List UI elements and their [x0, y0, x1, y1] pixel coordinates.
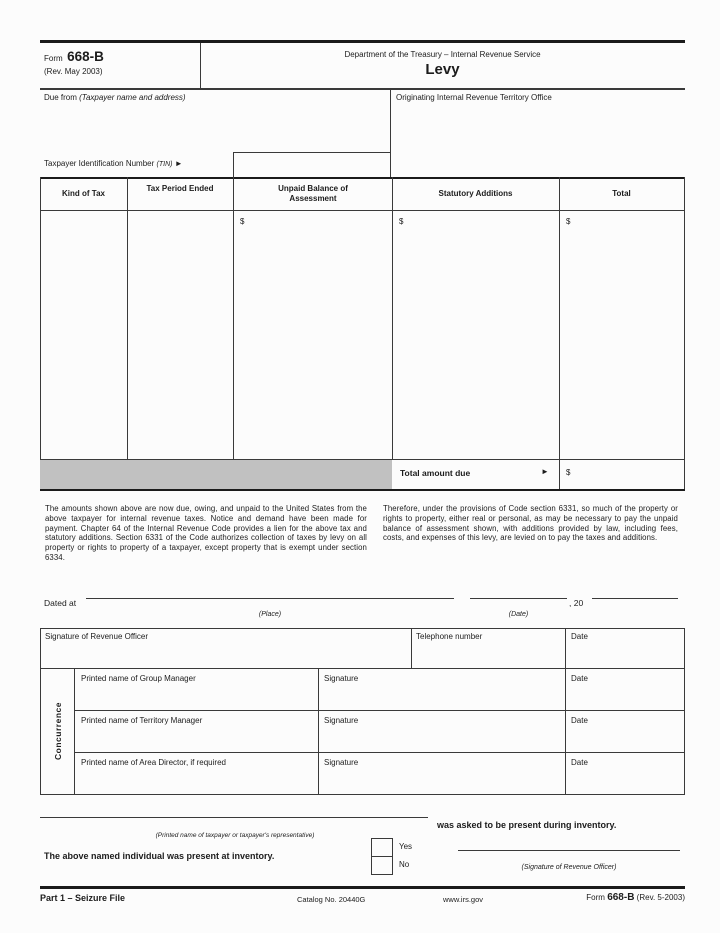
statutory-additions-dollar: $ — [399, 217, 404, 226]
unpaid-balance-dollar: $ — [240, 217, 245, 226]
top-rule — [40, 40, 685, 43]
col-header-kind-of-tax: Kind of Tax — [62, 189, 105, 198]
area-director-signature-label: Signature — [324, 758, 359, 767]
date-hint: (Date) — [508, 611, 529, 618]
table-header-bottom-rule — [40, 210, 685, 211]
table-top-rule — [40, 177, 685, 179]
concurrence-bottom-rule — [40, 794, 685, 795]
col-header-total: Total — [612, 189, 631, 198]
yes-label: Yes — [399, 842, 413, 851]
concurrence-left-border — [40, 668, 41, 795]
no-checkbox — [371, 856, 393, 875]
due-from-entry-area — [44, 106, 384, 148]
catalog-number: Catalog No. 20440G — [297, 895, 366, 904]
concurrence-date-divider — [565, 668, 566, 795]
signature-row-left-border — [40, 628, 41, 668]
concurrence-row-divider-1 — [74, 710, 685, 711]
telephone-divider — [411, 628, 412, 668]
tin-box-top-border — [233, 152, 391, 153]
taxpayer-name-hint: (Printed name of taxpayer or taxpayer's representative) — [155, 832, 315, 839]
total-due-arrow-icon: ► — [541, 467, 549, 476]
present-at-inventory-text: The above named individual was present at inventory. — [44, 851, 275, 861]
date-fill-line — [470, 598, 567, 599]
form-revision: (Rev. May 2003) — [44, 67, 103, 76]
header-divider — [200, 43, 201, 88]
form-word: Form — [44, 54, 63, 63]
irs-website: www.irs.gov — [443, 895, 484, 904]
concurrence-vertical-label: Concurrence — [53, 702, 63, 760]
levy-statute-paragraph-left: The amounts shown above are now due, owing, and unpaid to the United States from the above taxpayer for internal revenue taxes. Notice and demand have been made for payment. Chapter 64 of the Internal Revenue Code provides a lien for the above tax and statutory additions. Section 6331 of the Code authorizes collection of taxes by levy on all property or rights to property of a taxpayer, except property that is exempt under section 6334. — [45, 504, 367, 563]
due-from-label — [44, 93, 186, 102]
form-number-block — [44, 48, 104, 66]
tin-hint: (TIN) — [156, 161, 173, 168]
footer-form-word: Form — [586, 893, 605, 902]
total-due-dollar: $ — [566, 468, 571, 477]
part-label: Part 1 – Seizure File — [40, 893, 126, 903]
col-header-unpaid-balance: Unpaid Balance of Assessment — [278, 184, 348, 203]
table-right-border — [684, 177, 685, 490]
officer-signature-fill-line — [458, 850, 680, 851]
table-col-divider-1 — [127, 177, 128, 460]
territory-manager-name-label: Printed name of Territory Manager — [81, 716, 203, 725]
concurrence-top-rule — [40, 668, 685, 669]
footer-form-reference — [520, 892, 685, 903]
total-row-shaded-cell — [40, 460, 392, 489]
col-header-tax-period: Tax Period Ended — [146, 184, 214, 193]
area-director-name-label: Printed name of Area Director, if required — [81, 758, 226, 767]
due-from-text: Due from — [44, 93, 77, 102]
revenue-officer-signature-label: Signature of Revenue Officer — [45, 632, 149, 641]
telephone-number-label: Telephone number — [416, 632, 483, 641]
territory-manager-signature-label: Signature — [324, 716, 359, 725]
form-number: 668-B — [67, 49, 104, 64]
tin-arrow-icon: ► — [174, 159, 183, 168]
signature-date-label: Date — [571, 632, 588, 641]
table-left-border — [40, 177, 41, 490]
place-fill-line — [86, 598, 454, 599]
tin-label — [44, 159, 183, 169]
concurrence-right-border — [684, 668, 685, 795]
table-col-divider-4 — [559, 177, 560, 490]
place-hint: (Place) — [258, 611, 282, 618]
yes-checkbox — [371, 838, 393, 857]
no-label: No — [399, 860, 410, 869]
col-header-statutory-additions: Statutory Additions — [438, 189, 513, 198]
year-fill-line — [592, 598, 678, 599]
footer-rule — [40, 886, 685, 889]
table-col-divider-2 — [233, 177, 234, 460]
due-from-hint: (Taxpayer name and address) — [79, 93, 186, 102]
tin-entry-area — [238, 156, 386, 174]
year-prefix: , 20 — [569, 598, 584, 608]
concurrence-label-divider — [74, 668, 75, 795]
table-bottom-rule — [40, 489, 685, 491]
originating-office-entry-area — [396, 106, 676, 171]
table-col-divider-3 — [392, 177, 393, 460]
agency-line: Department of the Treasury – Internal Revenue Service — [344, 50, 541, 59]
taxpayer-name-fill-line — [40, 817, 428, 818]
footer-form-number: 668-B — [607, 892, 635, 903]
territory-manager-date-label: Date — [571, 716, 588, 725]
originating-office-label: Originating Internal Revenue Territory Office — [396, 93, 552, 102]
tin-label-text: Taxpayer Identification Number — [44, 159, 155, 168]
concurrence-signature-divider — [318, 668, 319, 795]
group-manager-signature-label: Signature — [324, 674, 359, 683]
officer-signature-hint: (Signature of Revenue Officer) — [521, 864, 617, 871]
area-director-date-label: Date — [571, 758, 588, 767]
levy-statute-paragraph-right: Therefore, under the provisions of Code section 6331, so much of the property or rights to property, either real or personal, as may be necessary to pay the unpaid balance of assessment shown, with additions provided by law, including fees, costs, and expenses of this levy, are levied on to pay the taxes and additions. — [383, 504, 678, 543]
total-amount-due-label: Total amount due — [400, 468, 471, 478]
footer-form-revision: (Rev. 5-2003) — [636, 893, 685, 902]
tin-box-left-border — [233, 152, 234, 177]
dated-at-label: Dated at — [44, 598, 77, 608]
header-bottom-rule — [40, 88, 685, 90]
asked-to-be-present-text: was asked to be present during inventory. — [437, 820, 617, 830]
signature-row-top-rule — [40, 628, 685, 629]
due-from-office-divider — [390, 88, 391, 177]
group-manager-date-label: Date — [571, 674, 588, 683]
concurrence-row-divider-2 — [74, 752, 685, 753]
form-title: Levy — [425, 61, 460, 78]
date-divider — [565, 628, 566, 668]
group-manager-name-label: Printed name of Group Manager — [81, 674, 196, 683]
signature-row-right-border — [684, 628, 685, 668]
total-column-dollar: $ — [566, 217, 571, 226]
